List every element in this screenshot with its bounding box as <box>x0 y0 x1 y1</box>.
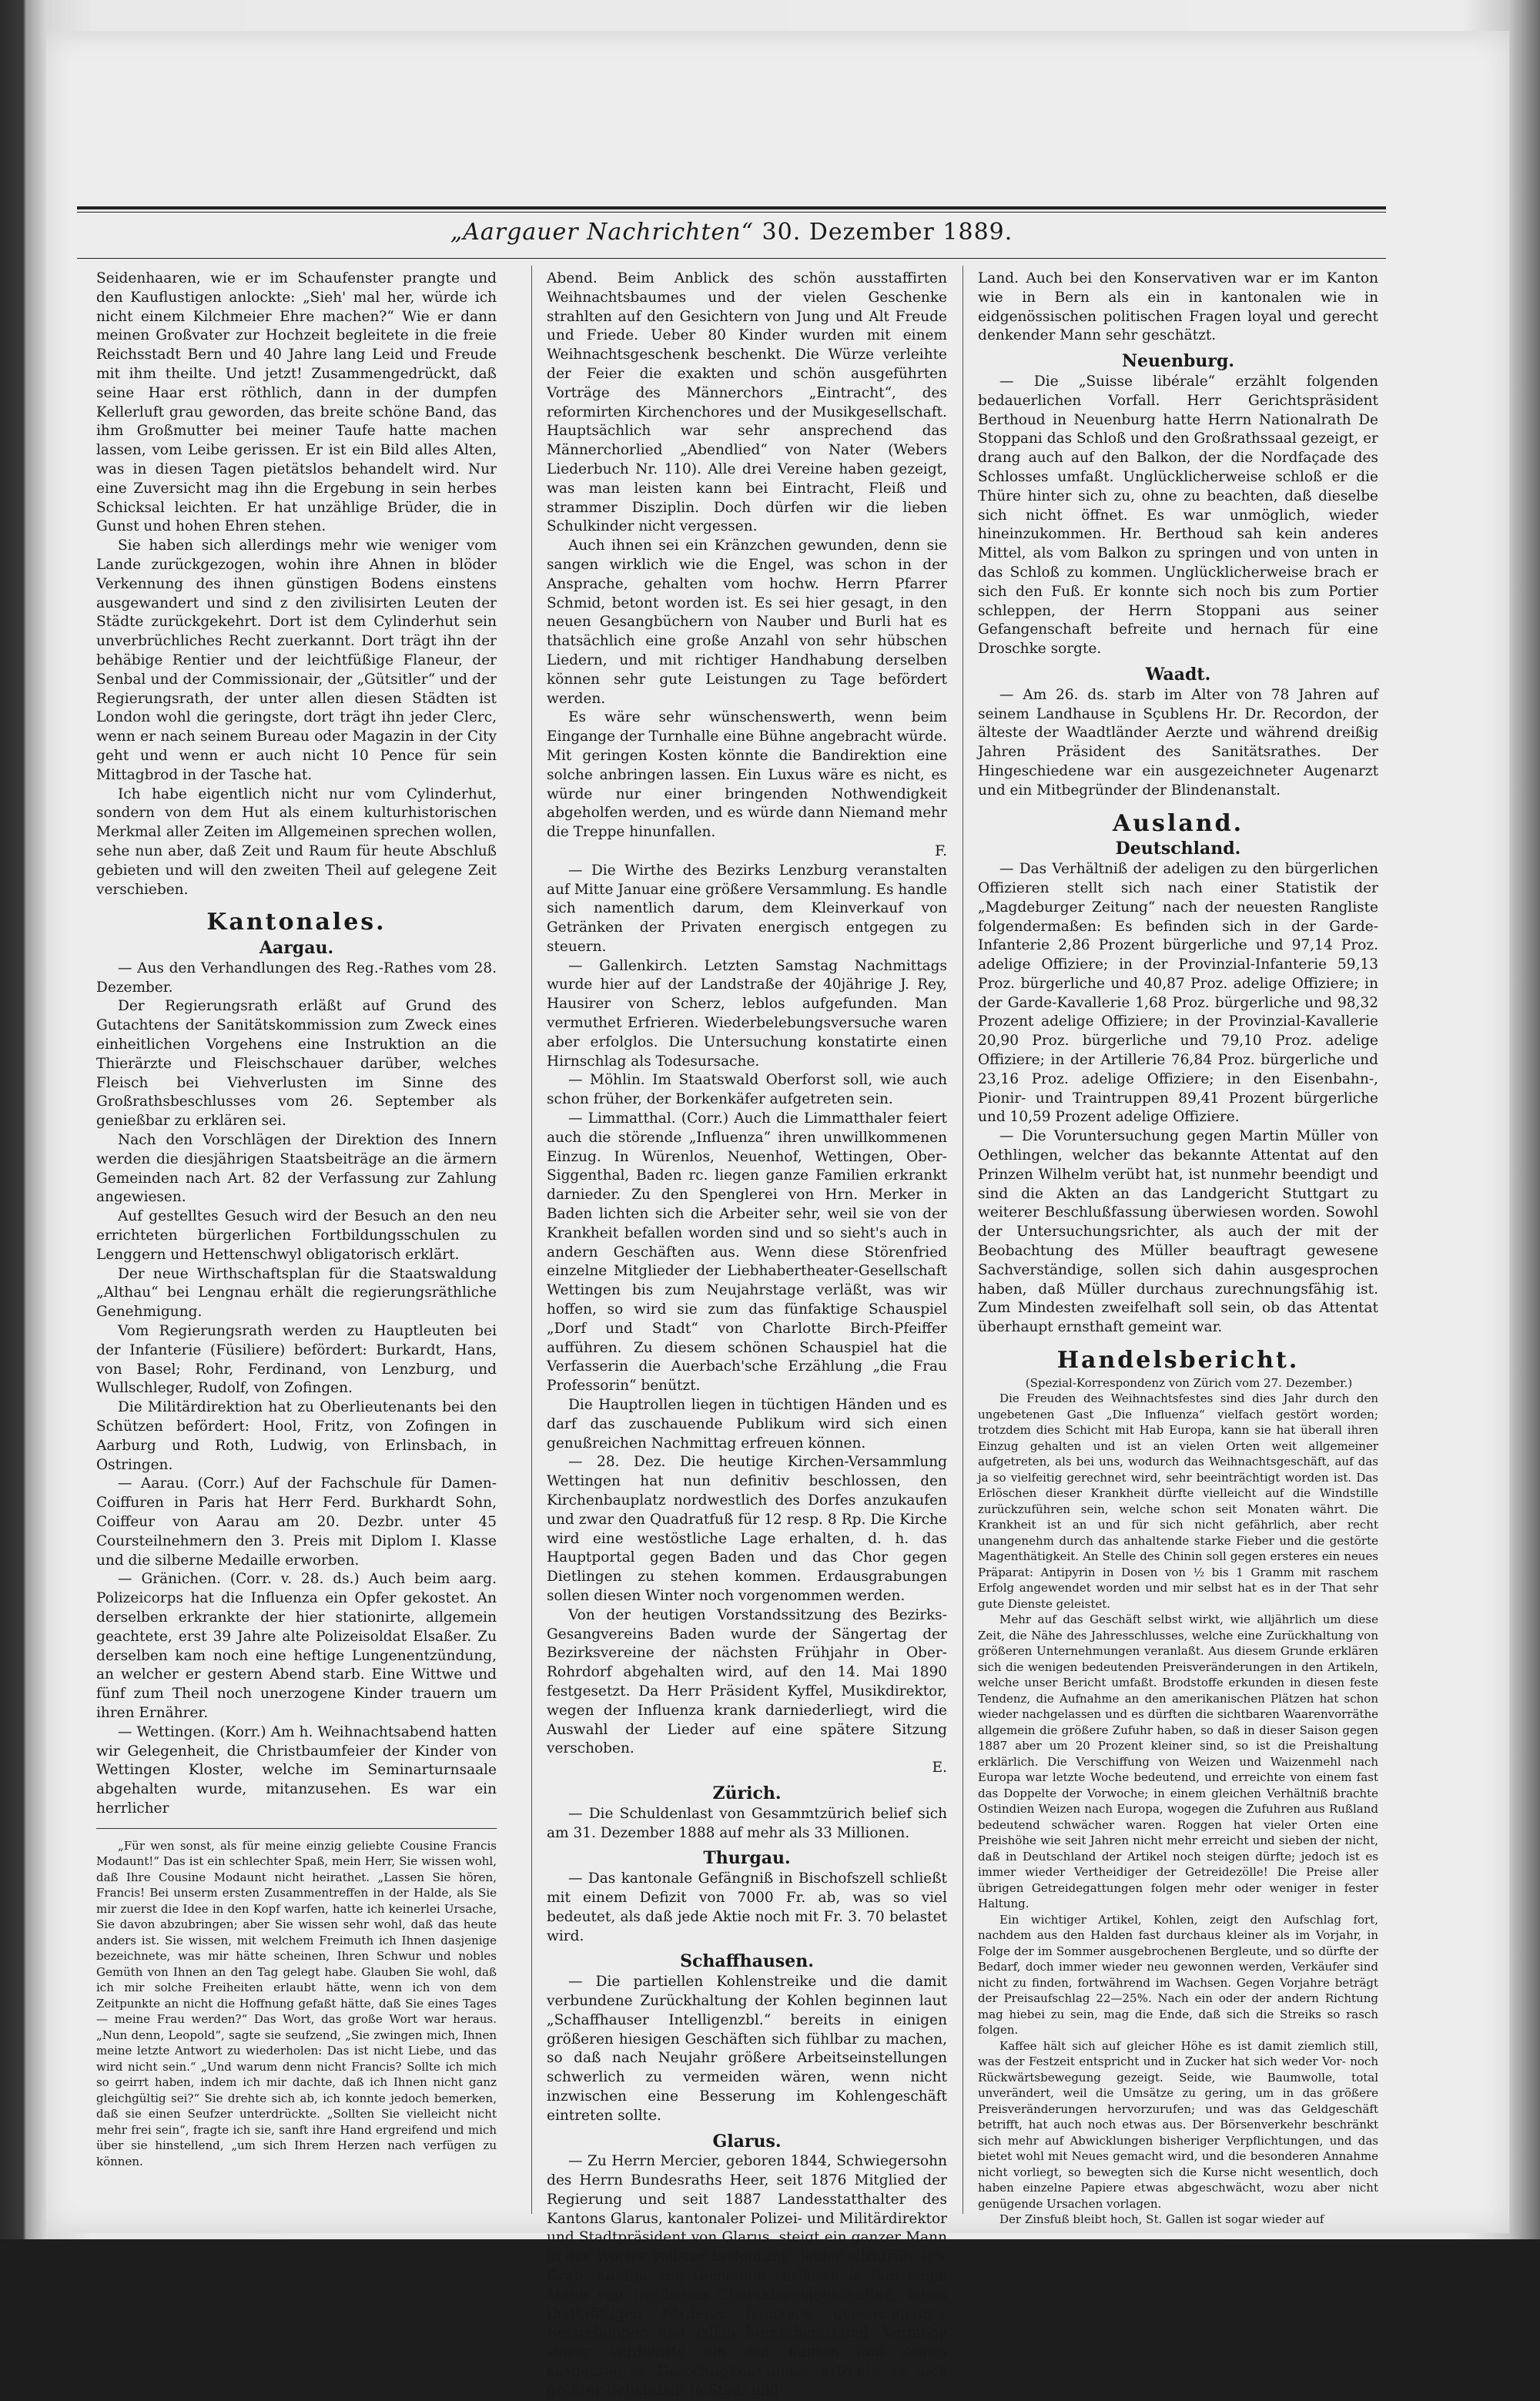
column-divider <box>531 266 532 2214</box>
feuilleton-divider <box>96 1828 497 1829</box>
section-heading-ausland: Ausland. <box>1112 809 1244 837</box>
paragraph: Ich habe eigentlich nicht nur vom Cylinderhut, sondern von dem Hut als einem kulturhistorischen Merkmal aller Zeiten im Allgemeinen sprechen wollen, sehe nun aber, daß Zeit und Raum für heute Abschluß gebieten und will den zweiten Theil auf gelegene Zeit verschieben. <box>96 785 497 898</box>
subheading-neuenburg: Neuenburg. <box>1121 351 1235 372</box>
header-rule-thick <box>77 206 1386 209</box>
column-divider <box>962 266 963 2214</box>
paragraph: Die Freuden des Weihnachtsfestes sind dies Jahr durch den ungebetenen Gast „Die Influenza“ vielfach gestört worden; trotzdem dies Schicht mit Hab Europa, kann sie hat überall ihren Einzug gehalten und ist an vielen Orten weit allgemeiner aufgetreten, als bei uns, wodurch das Weihnachtsgeschäft, auf das ja so vielfeitig gerechnet wird, sehr beeinträchtigt worden ist. Das Erlöschen dieser Krankheit dürfte vielleicht auf die Windstille zurückzuführen sein, welche schon seit Monaten währt. Die Krankheit ist an und für sich nicht gefährlich, aber recht unangenehm durch das anhaltende starke Fieber und die gestörte Magenthätigkeit. An Stelle des Chinin soll gegen ersteres ein neues Präparat: Antipyrin in Dosen von ½ bis 1 Gramm mit raschem Erfolg angewendet worden und mir selbst hat es in der That sehr gute Dienste geleistet. <box>978 1391 1378 1611</box>
section-heading-handelsbericht: Handelsbericht. <box>1056 1347 1300 1375</box>
paragraph: — Gallenkirch. Letzten Samstag Nachmittags wurde hier auf der Landstraße der 40jährige J. Rey, Hausirer von Scherz, leblos aufgefunden. Man vermuthet Erfrieren. Wiederbelebungsversuche waren aber erfolglos. Die Untersuchung konstatirte einen Hirnschlag als Todesursache. <box>547 957 947 1070</box>
paragraph: Von der heutigen Vorstandssitzung des Bezirks-Gesangvereins Baden wurde der Sängertag der Bezirksvereine der nächsten Frühjahr in Ober-Rohrdorf abgehalten wird, auf den 14. Mai 1890 festgesetzt. Da Herr Präsident Kyffel, Musikdirektor, wegen der Influenza krank darniederliegt, wird die Auswahl der Lieder auf eine spätere Sitzung verschoben. <box>547 1606 947 1757</box>
header-rule-bottom <box>77 258 1386 259</box>
paragraph: Vom Regierungsrath werden zu Hauptleuten bei der Infanterie (Füsiliere) befördert: Burkardt, Hans, von Basel; Rohr, Ferdinand, von Lenzburg, und Wullschleger, Rudolf, von Zofingen. <box>96 1323 497 1397</box>
paragraph: — Zu Herrn Mercier, geboren 1844, Schwiegersohn des Herrn Bundesraths Heer, seit 1876 Mitglied der Regierung und seit 1887 Landesstatthalter des Kantons Glarus, kantonaler Polizei- und Militärdirektor und Stadtpräsident von Glarus, steigt ein ganzer Mann in des Wortes vollster Bedeutung, leider allzufrüh, in's Grab. Kanton und Gemeinde verlieren in ihm einen Mann von trefflichen Charaktereigenschaften, einen thatkräftigen Förderer humaner, gemeinnütziger Bestrebungen und edlen Menschenfreund. Vermöge seiner Verdienste um den Kanton und seines ausgeprägten Gerechtigkeitssinnes erfreute er sich größter Beliebtheit in Stadt und <box>547 2153 947 2399</box>
paragraph: Es wäre sehr wünschenswerth, wenn beim Eingange der Turnhalle eine Bühne angebracht würde. Mit geringen Kosten könnte die Bandirektion eine solche anbringen lassen. Ein Luxus wäre es nicht, es würde nur einer bringenden Nothwendigkeit abgeholfen werden, und es würde dann Niemand mehr die Treppe hinunfallen. <box>547 709 947 841</box>
issue-date: 30. Dezember 1889. <box>762 219 1013 246</box>
page-header <box>77 219 1386 254</box>
paragraph: — Die Schuldenlast von Gesammtzürich belief sich am 31. Dezember 1888 auf mehr als 33 Millionen. <box>547 1805 947 1841</box>
paragraph: — Das kantonale Gefängniß in Bischofszell schließt mit einem Defizit von 7000 Fr. ab, was so viel bedeutet, als daß jede Aktie noch mit Fr. 3. 70 belastet wird. <box>547 1870 947 1944</box>
paragraph: — Die Voruntersuchung gegen Martin Müller von Oethlingen, welcher das bekannte Attentat auf den Prinzen Wilhelm verübt hat, ist nunmehr beendigt und sind die Akten an das Landgericht Stuttgart zu weiterer Beschlußfassung überwiesen worden. Sowohl der Untersuchungsrichter, als auch der mit der Beobachtung des Müller beauftragt gewesene Sachverständige, sollen sich dahin ausgesprochen haben, daß Müller durchaus zurechnungsfähig ist. Zum Mindesten zweifelhaft soll sein, ob das Attentat überhaupt ernsthaft gemeint war. <box>978 1128 1378 1336</box>
paragraph: — Wettingen. (Korr.) Am h. Weihnachtsabend hatten wir Gelegenheit, die Christbaumfeier der Kinder von Wettingen Kloster, welche im Seminarturnsaale abgehalten wurde, mitanzusehen. Es war ein herrlicher <box>96 1723 497 1817</box>
paragraph: Auch ihnen sei ein Kränzchen gewunden, denn sie sangen wirklich wie die Engel, was schon in der Ansprache, gehalten vom hochw. Herrn Pfarrer Schmid, betont worden ist. Es sei hier gesagt, in den neuen Gesangbüchern von Nauber und Burli hat es thatsächlich eine große Anzahl von sehr hübschen Liedern, und mit richtiger Handhabung derselben können sehr gute Leistungen zu Tage befördert werden. <box>547 537 947 707</box>
paragraph: — 28. Dez. Die heutige Kirchen-Versammlung Wettingen hat nun definitiv beschlossen, den Kirchenbauplatz nordwestlich des Dorfes anzukaufen und zwar den Quadratfuß für 12 resp. 8 Rp. Die Kirche wird eine westöstliche Lage erhalten, d. h. das Hauptportal gegen Baden und das Chor gegen Dietlingen zu stehen kommen. Erdausgrabungen sollen diesen Winter noch vorgenommen werden. <box>547 1454 947 1604</box>
paragraph: — Aus den Verhandlungen des Reg.-Rathes vom 28. Dezember. <box>96 959 497 996</box>
paragraph: Seidenhaaren, wie er im Schaufenster prangte und den Kauflustigen anlockte: „Sieh' mal her, würde ich nicht einem Kilchmeier Ehre machen?“ Wie er dann meinen Großvater zur Hochzeit begleitete in die freie Reichsstadt Bern und 40 Jahre lang Leid und Freude mit ihm theilte. Und jetzt! Zusammengedrückt, daß seine Haar erst röthlich, dann in der dumpfen Kellerluft grau geworden, das breite schöne Band, das ihm Großmutter bei meiner Taufe hatte machen lassen, vom Leibe gerissen. Er ist ein Bild alles Alten, was in diesen Tagen pietätslos behandelt wird. Nur eine Zuversicht mag ihn die Ergebung in sein herbes Schicksal leichten. Er hat unzählige Brüder, die in Gunst und hohen Ehren stehen. <box>96 270 497 535</box>
paragraph: — Die Wirthe des Bezirks Lenzburg veranstalten auf Mitte Januar eine größere Versammlung. Es handle sich namentlich darum, dem Kleinverkauf von Getränken der Privaten energisch entgegen zu steuern. <box>547 862 947 955</box>
paragraph: — Am 26. ds. starb im Alter von 78 Jahren auf seinem Landhause in Sçublens Hr. Dr. Recordon, der älteste der Waadtländer Aerzte und während dreißig Jahren Präsident des Sanitätsrathes. Der Hingeschiedene war ein ausgezeichneter Augenarzt und ein Mitbegründer der Blindenanstalt. <box>978 686 1378 799</box>
paragraph: Auf gestelltes Gesuch wird der Besuch an den neu errichteten bürgerlichen Fortbildungsschulen zu Lenggern und Hettenschwyl obligatorisch erklärt. <box>96 1208 497 1263</box>
paragraph: Mehr auf das Geschäft selbst wirkt, wie alljährlich um diese Zeit, die Nähe des Jahresschlusses, welche eine Zurückhaltung von größeren Unternehmungen veranlaßt. Aus diesem Grunde erklären sich die wenigen bedeutenden Preisveränderungen in den Artikeln, welche unser Bericht umfaßt. Brodstoffe erkunden in diesen feste Tendenz, die Aufnahme an den amerikanischen Plätzen hat schon wieder nachgelassen und es dürften die sichtbaren Waarenvorräthe allgemein die größere Zufuhr haben, so daß in dieser Saison gegen 1887 aber um 20 Prozent kleiner sind, so ist die Preishaltung erklärlich. Die Verschiffung von Weizen und Waizenmehl nach Europa war letzte Woche bedeutend, und erreichte von einem fast das Doppelte der Vorwoche; in einem gleichen Verhältniß brachte Ostindien Weizen nach Europa, wogegen die Zufuhren aus Rußland bedeutend schwächer waren. Roggen hat vieler Orten eine Preishöhe wie seit Jahren nicht mehr erreicht und sieben der nicht, daß in Deutschland der Artikel noch steigen dürfte; jedoch ist es immer wieder Vertheidiger der Getreidezölle! Die Preise aller übrigen Getreidegattungen folgen mehr oder weniger in fester Haltung. <box>978 1612 1378 1911</box>
paragraph: — Die partiellen Kohlenstreike und die damit verbundene Zurückhaltung der Kohlen beginnen laut „Schaffhauser Intelligenzbl.“ bereits in einigen größeren hiesigen Geschäften sich fühlbar zu machen, so daß nach Neujahr größere Arbeitseinstellungen schwerlich zu vermeiden wären, wenn nicht inzwischen eine Besserung im Kohlengeschäft eintreten sollte. <box>547 1974 947 2124</box>
feuilleton-text: „Für wen sonst, als für meine einzig geliebte Cousine Francis Modaunt!“ Das ist ein schlechter Spaß, mein Herr, Sie wissen wohl, daß Ihre Cousine Modaunt nicht heirathet. „Lassen Sie hören, Francis! Bei unserm ersten Zusammentreffen in der Halde, als Sie mir zuerst die Idee in den Kopf warfen, hatte ich keinerlei Ursache, Sie davon abzubringen; aber Sie wissen sehr wohl, daß das heute anders ist. Sie wissen, mit welchem Freimuth ich Ihnen dasjenige bezeichnete, was mir hätte scheinen, Ihren Schwur und nobles Gemüth von Ihnen an den Tag gelegt habe. Glauben Sie wohl, daß ich mir solche Freiheiten erlaubt hätte, wenn ich von dem Zeitpunkte an nicht die Hoffnung gefaßt hätte, daß Sie eines Tages — meine Frau werden?“ Das Wort, das große Wort war heraus. „Nun denn, Leopold“, sagte sie seufzend, „Sie zwingen mich, Ihnen meine letzte Antwort zu wiederholen: Das ist nicht Liebe, und das wird nicht sein.“ „Und warum denn nicht Francis? Sollte ich mich so geirrt haben, indem ich mir dachte, daß ich Ihnen nicht ganz gleichgültig sei?“ Sie drehte sich ab, ich konnte jedoch bemerken, daß sie einen Seufzer unterdrückte. „Sollten Sie vielleicht nicht mehr frei sein“, fragte ich sie, sanft ihre Hand ergreifend und mich über sie hinstellend, „um sich Ihrem Herzen nach verfügen zu können. <box>96 1838 497 2168</box>
paragraph: Ein wichtiger Artikel, Kohlen, zeigt den Aufschlag fort, nachdem aus den Halden fast durchaus kleiner als im Vorjahr, in Folge der im Sommer ausgebrochenen Bergleute, und so dürfte der Bedarf, doch immer wieder neu gewonnen werden, Verkäufer sind nicht zu finden, fortwährend im Wachsen. Gegen Vorjahre beträgt der Preisaufschlag 22—25%. Nach ein oder der andern Richtung mag hiebei zu sein, mag die Ende, daß sich die Streiks so rasch folgen. <box>978 1912 1378 2038</box>
paragraph: Die Hauptrollen liegen in tüchtigen Händen und es darf das zuschauende Publikum wird sich einen genußreichen Nachmittag erfreuen können. <box>547 1397 947 1452</box>
subheading-thurgau: Thurgau. <box>703 1848 791 1869</box>
byline: (Spezial-Korrespondenz von Zürich vom 27. Dezember.) <box>1025 1375 1353 1390</box>
paragraph: — Gränichen. (Corr. v. 28. ds.) Auch beim aarg. Polizeicorps hat die Influenza ein Opfer gekostet. An derselben erkrankte der hier stationirte, allgemein geachtete, erst 39 Jahre alte Polizeisoldat Elsaßer. Zu derselben kam noch eine heftige Lungenentzündung, an welcher er gestern Abend starb. Eine Wittwe und fünf zum Theil noch unerzogene Kinder trauern um ihren Ernährer. <box>96 1571 497 1721</box>
subheading-glarus: Glarus. <box>712 2131 782 2152</box>
paragraph: — Die „Suisse libérale“ erzählt folgenden bedauerlichen Vorfall. Herr Gerichtspräsident Berthoud in Neuenburg hatte Herrn Nationalrath De Stoppani das Schloß und den Großrathssaal gezeigt, er drang auch auf den Balkon, der die Nordfaçade des Schlosses umfaßt. Unglücklicherweise schloß er die Thüre hinter sich zu, ohne zu beachten, daß dieselbe sich nicht öffnet. Es war unmöglich, wieder hineinzukommen. Hr. Berthoud sah kein anderes Mittel, als vom Balkon zu springen und von unten in das Schloß zu kommen. Unglücklicherweise brach er sich den Fuß. Er konnte sich noch bis zum Portier schleppen, der Herrn Stoppani aus seiner Gefangenschaft befreite und hernach für eine Droschke sorgte. <box>978 373 1378 658</box>
paragraph: Der neue Wirthschaftsplan für die Staatswaldung „Althau“ bei Lengnau erhält die regierungsräthliche Genehmigung. <box>96 1265 497 1321</box>
paragraph: — Aarau. (Corr.) Auf der Fachschule für Damen-Coiffuren in Paris hat Herr Ferd. Burkhardt Sohn, Coiffeur von Aarau am 20. Dezbr. unter 45 Coursteilnehmern den 3. Preis mit Diplom I. Klasse und die silberne Medaille erworben. <box>96 1475 497 1569</box>
subheading-schaffhausen: Schaffhausen. <box>680 1951 814 1972</box>
paragraph: — Das Verhältniß der adeligen zu den bürgerlichen Offizieren stellt sich nach einer Statistik der „Magdeburger Zeitung“ nach der neuesten Rangliste folgendermaßen: Es befinden sich in der Garde-Infanterie 2,86 Prozent bürgerliche und 97,14 Proz. adelige Offiziere; in der Provinzial-Infanterie 59,13 Proz. bürgerliche und 40,87 Proz. adelige Offiziere; in der Garde-Kavallerie 1,68 Proz. bürgerliche und 98,32 Prozent adelige Offiziere; in der Provinzial-Kavallerie 20,90 Proz. bürgerliche und 79,10 Proz. adelige Offiziere; in der Artillerie 76,84 Proz. bürgerliche und 23,16 Proz. adelige Offiziere; in den Eisenbahn-, Pionir- und Traintruppen 89,41 Prozent bürgerliche und 10,59 Prozent adelige Offiziere. <box>978 861 1378 1126</box>
paragraph: Der Zinsfuß bleibt hoch, St. Gallen ist sogar wieder auf <box>999 2212 1324 2227</box>
section-heading-kantonales: Kantonales. <box>206 909 387 936</box>
subheading-waadt: Waadt. <box>1145 664 1211 685</box>
newspaper-title: „Aargauer Nachrichten“ <box>450 219 754 246</box>
paragraph: — Möhlin. Im Staatswald Oberforst soll, wie auch schon früher, der Borkenkäfer aufgetreten sein. <box>547 1072 947 1108</box>
subheading-zuerich: Zürich. <box>712 1783 782 1803</box>
column-3 <box>978 270 1378 2227</box>
paragraph: Die Militärdirektion hat zu Oberlieutenants bei den Schützen befördert: Hool, Fritz, von Zofingen in Aarburg und Roth, Ludwig, von Erlinsbach, in Ostringen. <box>96 1399 497 1473</box>
paragraph: Sie haben sich allerdings mehr wie weniger vom Lande zurückgezogen, wohin ihre Ahnen in blöder Verkennung des ihnen günstigen Bodens einstens ausgewandert und sind z den zivilisirten Leuten der Städte zurückgekehrt. Dort ist dem Cylinderhut sein unverbrüchliches Recht zuerkannt. Dort trägt ihn der behäbige Rentier und der leichtfüßige Flaneur, der Senbal und der Commissionair, der „Gütsitler“ und der Regierungsrath, der unter allen diesen Städten ist London wohl die geringste, dort trägt ihn jeder Clerc, wenn er nach seinem Bureau oder Magazin in der City geht und wenn er auch nicht 10 Pence für sein Mittagbrod in der Tasche hat. <box>96 537 497 783</box>
column-1 <box>96 270 497 2210</box>
author-initial: E. <box>932 1760 947 1776</box>
author-initial: F. <box>935 842 947 859</box>
paragraph: Kaffee hält sich auf gleicher Höhe es ist damit ziemlich still, was der Festzeit entspricht und in Zucker hat sich weder Vor- noch Rückwärtsbewegung gezeigt. Seide, wie Baumwolle, total unverändert, weil die Umsätze zu gering, um in das größere Preisveränderungen hervorzurufen; und was das Geldgeschäft betrifft, hat auch noch etwas aus. Der Börsenverkehr beschränkt sich mehr auf Abwicklungen bisheriger Verpflichtungen, und das bietet wohl mit Neues gemacht wird, und die besonderen Annahme nicht vorliegt, so bewegten sich die Kurse nicht wesentlich, doch haben einzelne Papiere etwas abgeschwächt, wozu aber nicht genügende Ursachen vorlagen. <box>978 2038 1378 2211</box>
subheading-deutschland: Deutschland. <box>1115 839 1241 859</box>
paragraph: Der Regierungsrath erläßt auf Grund des Gutachtens der Sanitätskommission zum Zweck eines einheitlichen Vorgehens eine Instruktion an die Thierärzte und Fleischschauer darüber, welches Fleisch bei Viehverlusten im Sinne des Großrathsbeschlusses vom 26. September als genießbar zu erklären sei. <box>96 998 497 1130</box>
paragraph: Abend. Beim Anblick des schön ausstaffirten Weihnachtsbaumes und der vielen Geschenke strahlten auf den Gesichtern von Jung und Alt Freude und Friede. Ueber 80 Kinder wurden mit einem Weihnachtsgeschenk beschenkt. Die Würze verleihte der Feier die exakten und schön ausgeführten Vorträge des Männerchors „Eintracht“, des reformirten Kirchenchores und der Musikgesellschaft. Hauptsächlich war sehr ansprechend das Männerchorlied „Abendlied“ von Nater (Webers Liederbuch Nr. 110). Alle drei Vereine haben gezeigt, was man leisten kann bei Eintracht, Fleiß und strammer Disziplin. Doch dürfen wir die lieben Schulkinder nicht vergessen. <box>547 270 947 535</box>
header-rule-thin <box>77 212 1386 213</box>
paragraph: Land. Auch bei den Konservativen war er im Kanton wie in Bern als ein in kantonalen wie in eidgenössischen politischen Fragen loyal und gerecht denkender Mann sehr geschätzt. <box>978 270 1378 344</box>
paragraph: — Limmatthal. (Corr.) Auch die Limmatthaler feiert auch die störende „Influenza“ ihren unwillkommenen Einzug. In Würenlos, Neuenhof, Wettingen, Ober-Siggenthal, Baden rc. liegen ganze Familien erkrankt darnieder. Zu den Spenglerei von Hrn. Merker in Baden lichten sich die Arbeiter sehr, weil sie von der Krankheit befallen worden sind und so sieht's auch in andern Geschäften aus. Wenn diese Störenfried einzelne Mitglieder der Liebhabertheater-Gesellschaft Wettingen bis zum Neujahrstage verläßt, was wir hoffen, so wird sie zum das fünfaktige Schauspiel „Dorf und Stadt“ von Charlotte Birch-Pfeiffer aufführen. Zu diesem schönen Schauspiel hat die Verfasserin die Auerbach'sche Erzählung „die Frau Professorin“ benützt. <box>547 1110 947 1395</box>
column-2 <box>547 270 947 2399</box>
paragraph: Nach den Vorschlägen der Direktion des Innern werden die diesjährigen Staatsbeiträge an die ärmern Gemeinden nach Art. 82 der Verfassung zur Zahlung angewiesen. <box>96 1132 497 1206</box>
subheading-aargau: Aargau. <box>259 938 334 959</box>
